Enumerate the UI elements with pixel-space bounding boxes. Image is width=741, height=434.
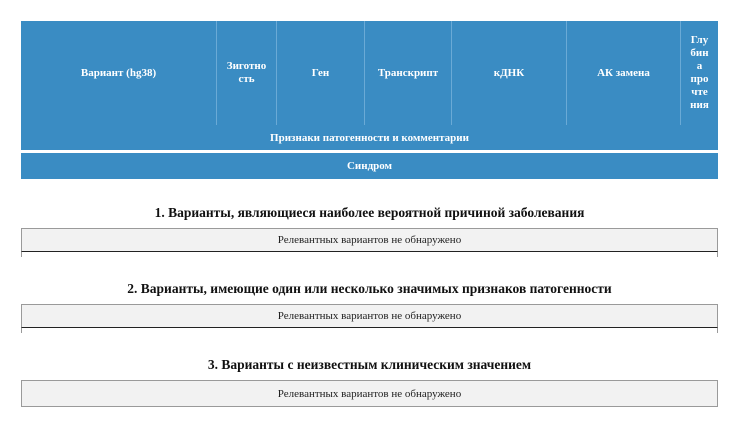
- section-1-title: 1. Варианты, являющиеся наиболее вероятной причиной заболевания: [154, 205, 585, 220]
- header-syndrome-label: Синдром: [346, 160, 393, 172]
- column-header-variant: [21, 21, 217, 125]
- header-syndrome-row: [21, 153, 718, 179]
- column-header-aa-change: [567, 21, 681, 125]
- column-header-gene: [277, 21, 365, 125]
- section-1-box-tail: [21, 252, 718, 257]
- header-columns-row: [21, 21, 718, 125]
- column-header-read-depth-label: Глу бин а про чте ния: [690, 34, 709, 111]
- column-header-aa-change-label: АК замена: [597, 66, 650, 79]
- results-table-header: [21, 21, 718, 179]
- column-header-transcript: [365, 21, 452, 125]
- column-header-cdna-label: кДНК: [493, 66, 525, 79]
- section-2-empty-message: Релевантных вариантов не обнаружено: [21, 304, 718, 328]
- column-header-gene-label: Ген: [311, 66, 330, 79]
- section-3-title: 3. Варианты с неизвестным клиническим значением: [207, 357, 532, 372]
- column-header-zygosity: [217, 21, 277, 125]
- header-pathogenicity-row: [21, 125, 718, 150]
- column-header-cdna: [452, 21, 567, 125]
- section-2-box-tail: [21, 328, 718, 333]
- column-header-variant-label: Вариант (hg38): [80, 66, 157, 79]
- section-1-empty-message: Релевантных вариантов не обнаружено: [21, 228, 718, 252]
- column-header-transcript-label: Транскрипт: [377, 66, 439, 79]
- column-header-read-depth: [681, 21, 718, 125]
- section-2-title: 2. Варианты, имеющие один или несколько значимых признаков патогенности: [127, 281, 612, 296]
- section-3-empty-message: Релевантных вариантов не обнаружено: [21, 380, 718, 407]
- column-header-zygosity-label: Зиготно сть: [226, 60, 267, 85]
- header-pathogenicity-label: Признаки патогенности и комментарии: [270, 131, 469, 144]
